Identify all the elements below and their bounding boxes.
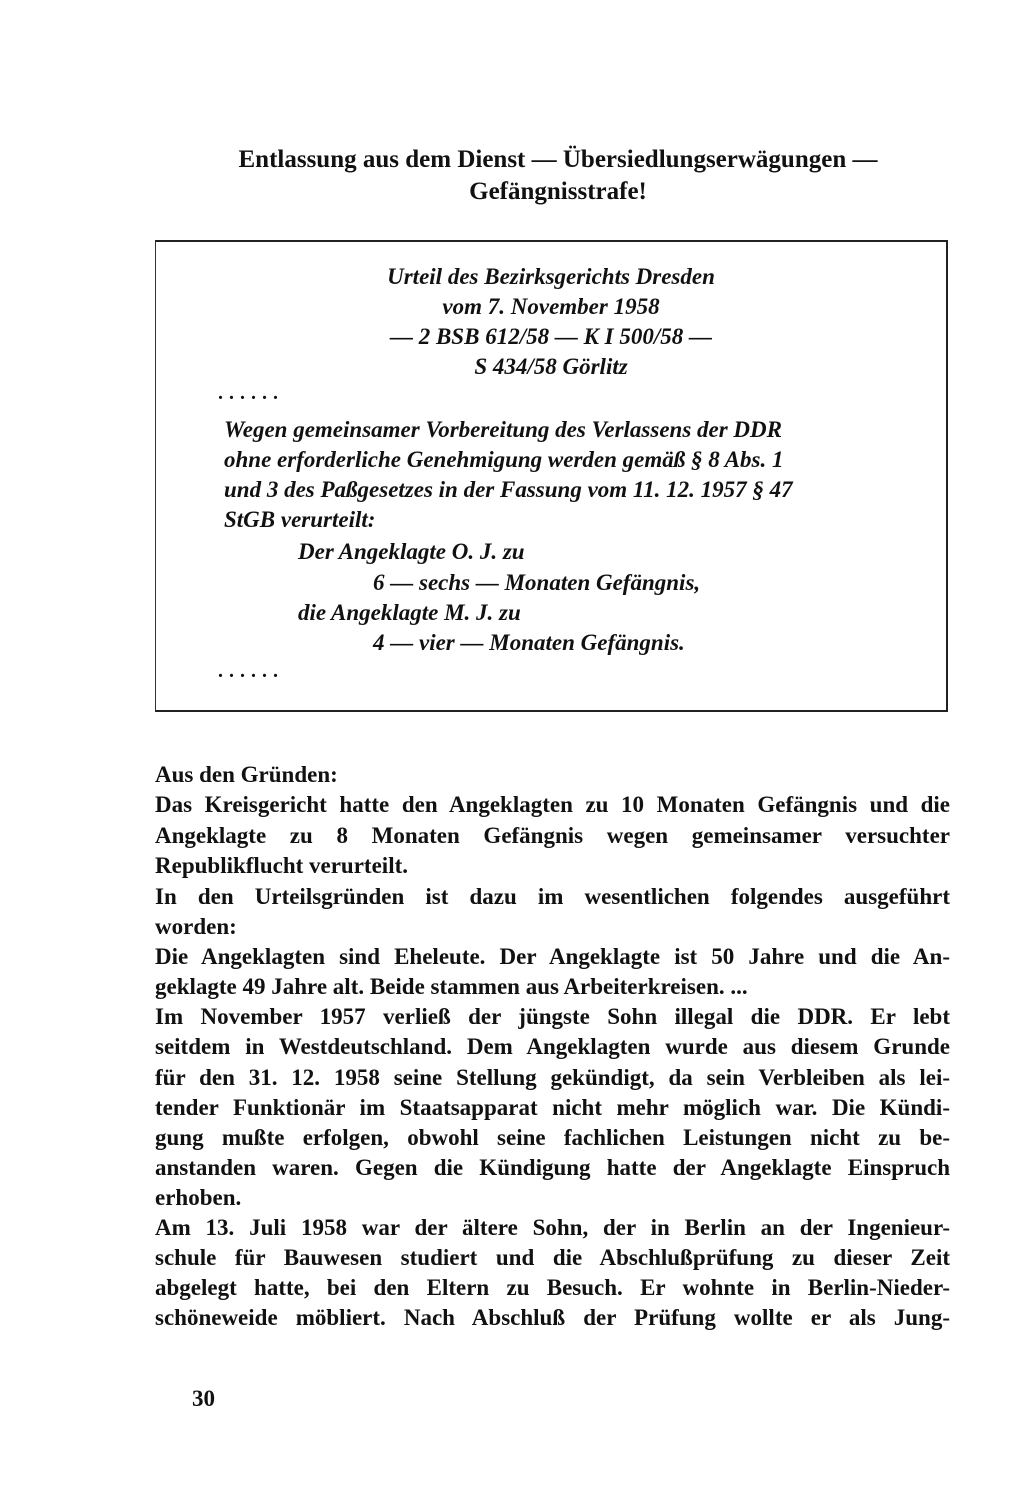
sentence-line: die Angeklagte M. J. zu	[298, 600, 521, 625]
body-line: Im November 1957 verließ der jüngste Sohn illegal die DDR. Er lebt	[155, 1004, 950, 1029]
ellipsis-bottom: ......	[218, 660, 284, 682]
heading-line: Gefängnisstrafe!	[469, 178, 647, 205]
page-number: 30	[192, 1386, 215, 1411]
body-line: gung mußte erfolgen, obwohl seine fachlichen Leistungen nicht zu be-	[155, 1125, 950, 1150]
ellipsis-top: ......	[218, 382, 284, 404]
section-heading	[150, 144, 966, 208]
judgment-title-line: Urteil des Bezirksgerichts Dresden	[387, 264, 715, 289]
body-line: seitdem in Westdeutschland. Dem Angeklagten wurde aus diesem Grunde	[155, 1034, 950, 1059]
judgment-title-line: S 434/58 Görlitz	[474, 354, 628, 379]
body-line: geklagte 49 Jahre alt. Beide stammen aus Arbeiterkreisen. ...	[155, 974, 748, 999]
body-line: Am 13. Juli 1958 war der ältere Sohn, der in Berlin an der Ingenieur-	[155, 1215, 950, 1240]
judgment-box	[155, 240, 948, 712]
judgment-text-line: und 3 des Paßgesetzes in der Fassung vom 11. 12. 1957 § 47	[224, 477, 793, 502]
judgment-text-line: Wegen gemeinsamer Vorbereitung des Verlassens der DDR	[224, 417, 782, 442]
body-line: In den Urteilsgründen ist dazu im wesentlichen folgendes ausgeführt	[155, 884, 950, 909]
body-line: Republikflucht verurteilt.	[155, 853, 408, 878]
sentence-line: 6 — sechs — Monaten Gefängnis,	[373, 570, 701, 595]
judgment-text-line: StGB verurteilt:	[224, 507, 376, 532]
body-line: abgelegt hatte, bei den Eltern zu Besuch. Er wohnte in Berlin-Nieder-	[155, 1275, 950, 1300]
body-line: anstanden waren. Gegen die Kündigung hatte der Angeklagte Einspruch	[155, 1155, 950, 1180]
body-line: schöneweide möbliert. Nach Abschluß der Prüfung wollte er als Jung-	[155, 1305, 950, 1330]
body-line: Das Kreisgericht hatte den Angeklagten zu 10 Monaten Gefängnis und die	[155, 792, 950, 817]
judgment-title-line: vom 7. November 1958	[442, 294, 660, 319]
body-line: Angeklagte zu 8 Monaten Gefängnis wegen gemeinsamer versuchter	[155, 823, 950, 848]
body-line: schule für Bauwesen studiert und die Abschlußprüfung zu dieser Zeit	[155, 1245, 950, 1270]
sentence-line: Der Angeklagte O. J. zu	[298, 539, 525, 564]
body-line: Aus den Gründen:	[155, 762, 338, 787]
heading-line: Entlassung aus dem Dienst — Übersiedlungserwägungen —	[238, 146, 878, 173]
body-line: Die Angeklagten sind Eheleute. Der Angeklagte ist 50 Jahre und die An-	[155, 944, 950, 969]
body-line: tender Funktionär im Staatsapparat nicht mehr möglich war. Die Kündi-	[155, 1095, 950, 1120]
sentence-line: 4 — vier — Monaten Gefängnis.	[373, 630, 685, 655]
body-line: erhoben.	[155, 1185, 242, 1210]
body-line: für den 31. 12. 1958 seine Stellung gekündigt, da sein Verbleiben als lei-	[155, 1065, 950, 1090]
body-line: worden:	[155, 914, 237, 939]
judgment-title-line: — 2 BSB 612/58 — K I 500/58 —	[389, 324, 713, 349]
judgment-text-line: ohne erforderliche Genehmigung werden gemäß § 8 Abs. 1	[224, 447, 784, 472]
